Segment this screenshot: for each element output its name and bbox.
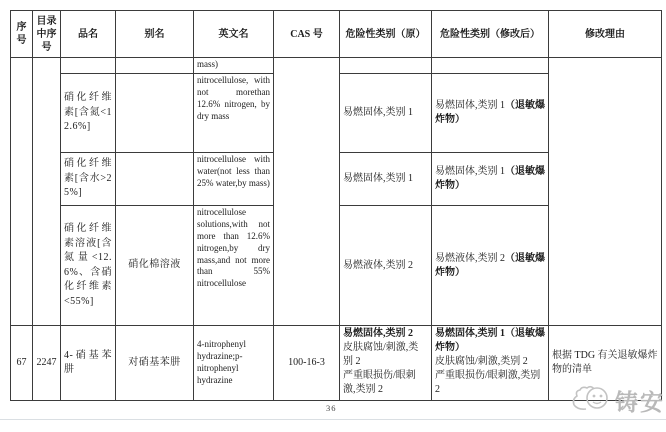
- table-row: [11, 326, 662, 401]
- header-product-name: 品名: [61, 11, 116, 58]
- cell-r2-name: 硝化纤维素[含氮<12.6%]: [61, 74, 116, 153]
- hazard-new-plain: 易燃固体,类别 1: [435, 166, 505, 177]
- hazard-new-line3: 严重眼损伤/眼刺激,类别 2: [435, 370, 541, 395]
- cell-r67-name: 4-硝基苯肼: [61, 326, 116, 401]
- cell-r1-hazard-orig-empty: [340, 58, 432, 74]
- cell-r3-alias-empty: [116, 153, 194, 206]
- page-number: 36: [326, 403, 337, 413]
- cell-r2-english: nitrocellulose, with not morethan 12.6% nitrogen, by dry mass: [194, 74, 274, 153]
- cell-r67-reason: 根据 TDG 有关退敏爆炸物的清单: [549, 326, 662, 401]
- header-english-name: 英文名: [194, 11, 274, 58]
- table-row: [11, 58, 662, 74]
- cell-r1-name-empty: [61, 58, 116, 74]
- cell-r3-english: nitrocellulose with water(not less than 25% water,by mass): [194, 153, 274, 206]
- cell-r4-hazard-new: [432, 206, 549, 326]
- cell-r67-serial: 67: [11, 326, 33, 401]
- hazard-new-plain: 易燃固体,类别 1: [435, 100, 505, 111]
- cell-r2-alias-empty: [116, 74, 194, 153]
- cell-r4-alias: 硝化棉溶液: [116, 206, 194, 326]
- hazard-orig-line3: 严重眼损伤/眼刺激,类别 2: [343, 370, 416, 395]
- hazard-new-bold: 易燃固体,类别 1（退敏爆炸物）: [435, 328, 545, 353]
- header-serial: 序号: [11, 11, 33, 58]
- hazard-new-bold: （退敏爆炸物）: [435, 166, 545, 191]
- cell-r3-hazard-orig: 易燃固体,类别 1: [340, 153, 432, 206]
- hazard-classification-table: [10, 10, 662, 401]
- watermark-text: 铸安: [615, 390, 665, 415]
- hazard-orig-bold: 易燃固体,类别 2: [343, 328, 413, 339]
- cell-r67-hazard-orig: [340, 326, 432, 401]
- header-alias: 别名: [116, 11, 194, 58]
- hazard-new-bold: （退敏爆炸物）: [435, 100, 545, 125]
- cell-r4-hazard-orig: 易燃液体,类别 2: [340, 206, 432, 326]
- hazard-new-plain: 易燃液体,类别 2: [435, 252, 505, 264]
- bottom-divider-line: [0, 419, 666, 420]
- cell-serial-merged-empty: [11, 58, 33, 326]
- header-hazard-modified: 危险性类别（修改后）: [432, 11, 549, 58]
- header-hazard-original: 危险性类别（原）: [340, 11, 432, 58]
- header-cas-no: CAS 号: [274, 11, 340, 58]
- hazard-new-bold: （退敏爆炸物）: [435, 252, 545, 278]
- cell-r1-alias-empty: [116, 58, 194, 74]
- cell-r67-alias: 对硝基苯肼: [116, 326, 194, 401]
- cell-catalog-merged-empty: [33, 58, 61, 326]
- table-header-row: [11, 11, 662, 58]
- cell-r3-hazard-new: [432, 153, 549, 206]
- cell-r1-english-continuation: mass): [194, 58, 274, 74]
- cell-r4-english: nitrocellulose solutions,with not more than 12.6% nitrogen,by dry mass,and not more than 55% nitrocellulose: [194, 206, 274, 326]
- hazard-new-line2: 皮肤腐蚀/刺激,类别 2: [435, 356, 528, 367]
- cell-r67-hazard-new: [432, 326, 549, 401]
- cell-cas-merged-empty: [274, 58, 340, 326]
- cell-r67-english: 4-nitrophenyl hydrazine;p-nitrophenyl hydrazine: [194, 326, 274, 401]
- cell-r67-catalog: 2247: [33, 326, 61, 401]
- cell-reason-merged-empty: [549, 58, 662, 326]
- hazard-orig-line2: 皮肤腐蚀/刺激,类别 2: [343, 342, 419, 367]
- cell-r2-hazard-new: [432, 74, 549, 153]
- cell-r4-name: 硝化纤维素溶液[含氮量<12.6%、含硝化纤维素<55%]: [61, 206, 116, 326]
- cell-r1-hazard-new-empty: [432, 58, 549, 74]
- header-modify-reason: 修改理由: [549, 11, 662, 58]
- cell-r2-hazard-orig: 易燃固体,类别 1: [340, 74, 432, 153]
- header-catalog-no: 目录中序号: [33, 11, 61, 58]
- cell-r67-cas: 100-16-3: [274, 326, 340, 401]
- cell-r3-name: 硝化纤维素[含水>25%]: [61, 153, 116, 206]
